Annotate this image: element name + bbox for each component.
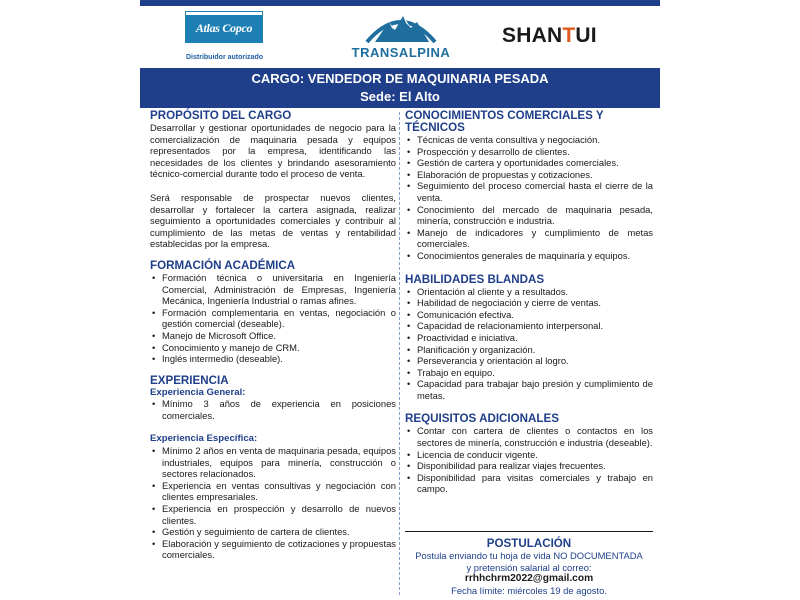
list-item: • Prospección y desarrollo de clientes.: [405, 146, 653, 158]
column-divider: [399, 112, 400, 595]
postulacion-deadline: Fecha límite: miércoles 19 de agosto.: [451, 585, 607, 597]
list-item: • Habilidad de negociación y cierre de ventas.: [405, 297, 653, 309]
transalpina-logo: [346, 8, 456, 60]
postulacion-box: [405, 531, 653, 597]
requisitos-list: [405, 425, 653, 495]
list-item: • Mínimo 3 años de experiencia en posiciones comerciales.: [150, 398, 396, 421]
list-item: • Proactividad e iniciativa.: [405, 332, 653, 344]
list-item: • Planificación y organización.: [405, 344, 653, 356]
left-column: [150, 110, 396, 561]
list-item: • Orientación al cliente y a resultados.: [405, 286, 653, 298]
atlas-copco-logo: [186, 12, 264, 61]
shantui-part-1: SHAN: [502, 24, 563, 47]
list-item: • Formación complementaria en ventas, negociación o gestión comercial (deseable).: [150, 307, 396, 330]
list-item: • Perseverancia y orientación al logro.: [405, 355, 653, 367]
experiencia-especifica-heading: Experiencia Específica:: [150, 433, 258, 445]
proposito-paragraph-1: Desarrollar y gestionar oportunidades de negocio para la comercialización de maquinaria pesada y equipos representados por la empresa, identificando las necesidades de los clientes y brindando asesoramiento técnico-comercial durante todo el proceso de venta.: [150, 122, 396, 180]
job-location: Sede: El Alto: [360, 89, 440, 104]
postulacion-email[interactable]: rrhhchrm2022@gmail.com: [464, 573, 594, 585]
list-item: • Inglés intermedio (deseable).: [150, 353, 396, 365]
list-item: • Conocimientos generales de maquinaria y equipos.: [405, 250, 653, 262]
list-item: • Capacidad para trabajar bajo presión y cumplimiento de metas.: [405, 378, 653, 401]
experiencia-heading: EXPERIENCIA: [150, 373, 229, 387]
formacion-heading: FORMACIÓN ACADÉMICA: [150, 258, 296, 272]
transalpina-name: TRANSALPINA: [351, 45, 451, 60]
logo-row: [140, 6, 660, 68]
list-item: • Formación técnica o universitaria en Ingeniería Comercial, Administración de Empresas, Ingeniería Mecánica, Ingeniería Industrial o ramas afines.: [150, 272, 396, 307]
experiencia-general-list: [150, 398, 396, 421]
shantui-logo: [502, 24, 597, 48]
experiencia-general-heading: Experiencia General:: [150, 386, 246, 398]
list-item: • Disponibilidad para visitas comerciales y trabajo en campo.: [405, 472, 653, 495]
formacion-list: [150, 272, 396, 365]
list-item: • Experiencia en ventas consultivas y negociación con clientes empresariales.: [150, 480, 396, 503]
list-item: • Licencia de conducir vigente.: [405, 449, 653, 461]
list-item: • Conocimiento del mercado de maquinaria pesada, minería, construcción e industria.: [405, 204, 653, 227]
list-item: • Elaboración y seguimiento de cotizaciones y propuestas comerciales.: [150, 538, 396, 561]
title-band: [140, 68, 660, 108]
conocimientos-heading: CONOCIMIENTOS COMERCIALES Y TÉCNICOS: [405, 109, 604, 134]
postulacion-heading: POSTULACIÓN: [486, 537, 572, 550]
list-item: • Disponibilidad para realizar viajes frecuentes.: [405, 460, 653, 472]
habilidades-list: [405, 286, 653, 402]
habilidades-heading: HABILIDADES BLANDAS: [405, 272, 545, 286]
postulacion-line-2: y pretensión salarial al correo:: [466, 561, 592, 573]
job-title: CARGO: VENDEDOR DE MAQUINARIA PESADA: [251, 71, 549, 86]
atlas-copco-subtitle: Distribuidor autorizado: [186, 54, 263, 61]
list-item: • Gestión y seguimiento de cartera de clientes.: [150, 526, 396, 538]
shantui-part-3: UI: [575, 24, 597, 47]
list-item: • Conocimiento y manejo de CRM.: [150, 342, 396, 354]
list-item: • Gestión de cartera y oportunidades comerciales.: [405, 157, 653, 169]
list-item: • Elaboración de propuestas y cotizaciones.: [405, 169, 653, 181]
right-column: [405, 110, 653, 495]
list-item: • Contar con cartera de clientes o contactos en los sectores de minería, construcción e industria (deseable).: [405, 425, 653, 448]
proposito-heading: PROPÓSITO DEL CARGO: [150, 109, 292, 122]
list-item: • Trabajo en equipo.: [405, 367, 653, 379]
list-item: • Experiencia en prospección y desarrollo de nuevos clientes.: [150, 503, 396, 526]
postulacion-line-1: Postula enviando tu hoja de vida NO DOCUMENTADA: [415, 550, 643, 561]
mountain-icon: [363, 8, 439, 44]
conocimientos-list: [405, 134, 653, 262]
list-item: • Capacidad de relacionamiento interpersonal.: [405, 320, 653, 332]
list-item: • Manejo de Microsoft Office.: [150, 330, 396, 342]
list-item: • Manejo de indicadores y cumplimiento de metas comerciales.: [405, 227, 653, 250]
requisitos-heading: REQUISITOS ADICIONALES: [405, 412, 559, 426]
list-item: • Comunicación efectiva.: [405, 309, 653, 321]
shantui-part-2: T: [562, 24, 576, 47]
list-item: • Mínimo 2 años en venta de maquinaria pesada, equipos industriales, equipos para minería, construcción o sectores relacionados.: [150, 445, 396, 480]
proposito-paragraph-2: Será responsable de prospectar nuevos clientes, desarrollar y fortalecer la cartera asignada, realizar seguimiento a oportunidades comerciales y contribuir al cumplimiento de las metas de ventas y rentabilidad establecidas por la empresa.: [150, 191, 396, 250]
list-item: • Técnicas de venta consultiva y negociación.: [405, 134, 653, 146]
job-poster: [140, 0, 660, 600]
list-item: • Seguimiento del proceso comercial hasta el cierre de la venta.: [405, 180, 653, 203]
atlas-copco-name: Atlas Copco: [195, 21, 253, 35]
experiencia-especifica-list: [150, 445, 396, 561]
